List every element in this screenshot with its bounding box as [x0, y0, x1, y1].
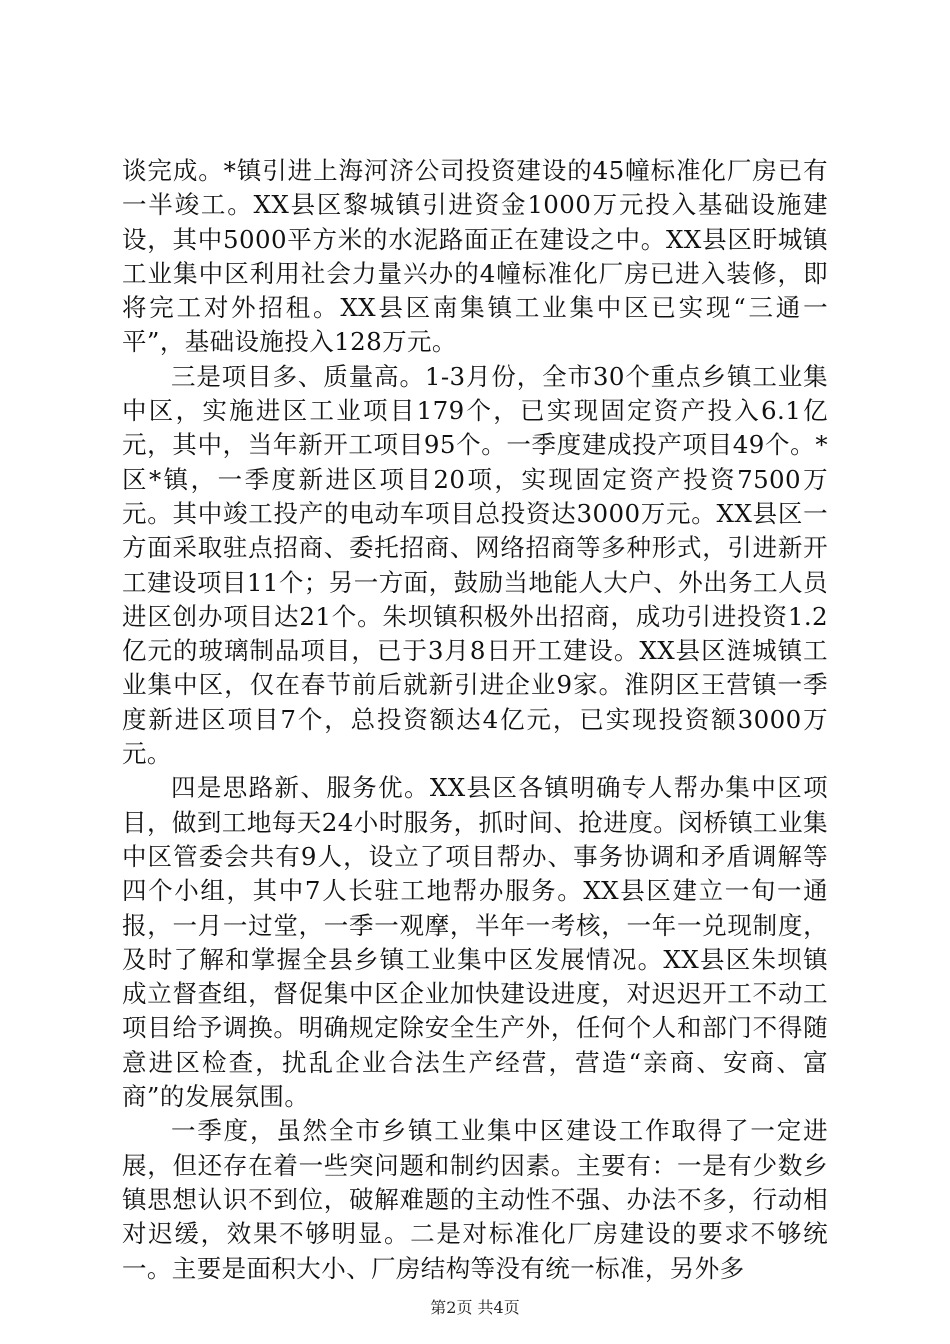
page-footer: [0, 1295, 950, 1318]
document-body: [122, 154, 828, 1286]
paragraph-point-three: 三是项目多、质量高。1-3月份，全市30个重点乡镇工业集中区，实施进区工业项目179个，已实现固定资产投入6.1亿元，其中，当年新开工项目95个。一季度建成投产项目49个。*区*镇，一季度新进区项目20项，实现固定资产投资7500万元。其中竣工投产的电动车项目总投资达3000万元。XX县区一方面采取驻点招商、委托招商、网络招商等多种形式，引进新开工建设项目11个；另一方面，鼓励当地能人大户、外出务工人员进区创办项目达21个。朱坝镇积极外出招商，成功引进投资1.2亿元的玻璃制品项目，已于3月8日开工建设。XX县区涟城镇工业集中区，仅在春节前后就新引进企业9家。淮阴区王营镇一季度新进区项目7个，总投资额达4亿元，已实现投资额3000万元。: [122, 361, 828, 769]
paragraph-problems: 一季度，虽然全市乡镇工业集中区建设工作取得了一定进展，但还存在着一些突问题和制约因素。主要有：一是有少数乡镇思想认识不到位，破解难题的主动性不强、办法不多，行动相对迟缓，效果不够明显。二是对标准化厂房建设的要求不够统一。主要是面积大小、厂房结构等没有统一标准，另外多: [122, 1116, 828, 1283]
page-number-label: 第2页 共4页: [430, 1298, 520, 1317]
paragraph-point-four: 四是思路新、服务优。XX县区各镇明确专人帮办集中区项目，做到工地每天24小时服务，抓时间、抢进度。闵桥镇工业集中区管委会共有9人，设立了项目帮办、事务协调和矛盾调解等四个小组，其中7人长驻工地帮办服务。XX县区建立一旬一通报，一月一过堂，一季一观摩，半年一考核，一年一兑现制度，及时了解和掌握全县乡镇工业集中区发展情况。XX县区朱坝镇成立督查组，督促集中区企业加快建设进度，对迟迟开工不动工项目给予调换。明确规定除安全生产外，任何个人和部门不得随意进区检查，扰乱企业合法生产经营，营造“亲商、安商、富商”的发展氛围。: [122, 773, 828, 1112]
paragraph-continuation: 谈完成。*镇引进上海河济公司投资建设的45幢标准化厂房已有一半竣工。XX县区黎城镇引进资金1000万元投入基础设施建设，其中5000平方米的水泥路面正在建设之中。XX县区盱城镇工业集中区利用社会力量兴办的4幢标准化厂房已进入装修，即将完工对外招租。XX县区南集镇工业集中区已实现“三通一平”，基础设施投入128万元。: [122, 156, 828, 357]
